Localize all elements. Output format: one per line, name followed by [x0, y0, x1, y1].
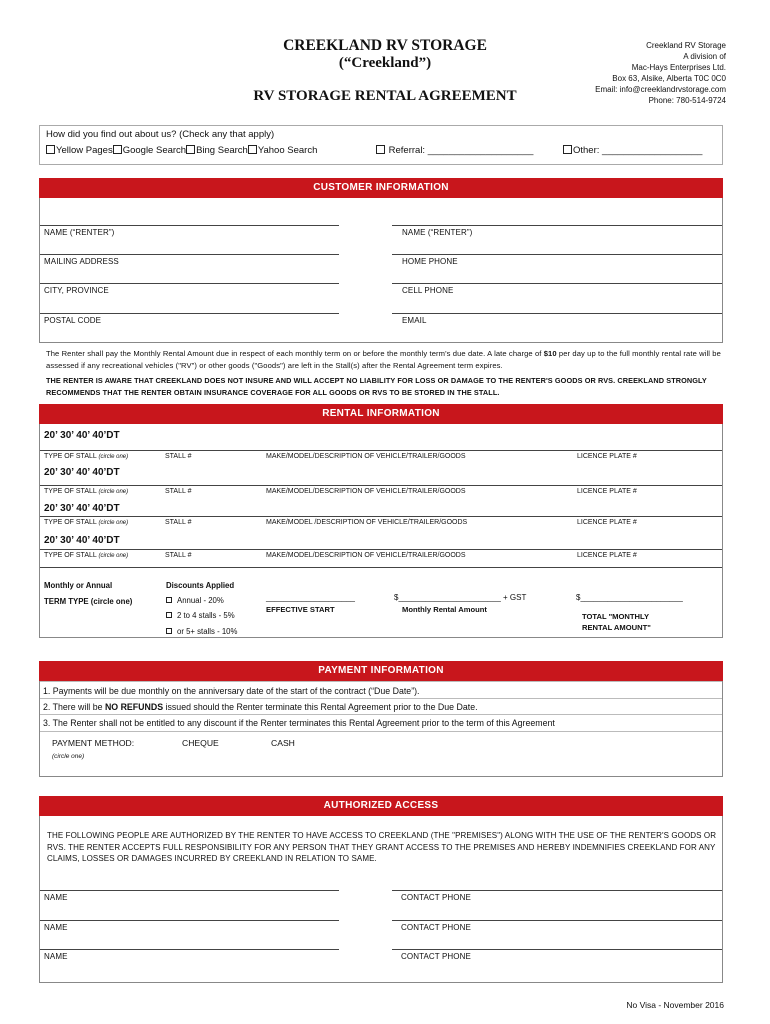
postal-code-line[interactable]	[40, 313, 339, 314]
discount-label: or 5+ stalls - 10%	[177, 627, 238, 636]
checkbox-icon[interactable]	[376, 145, 385, 154]
payment-term-2	[43, 702, 478, 712]
access-phone-line[interactable]	[392, 890, 722, 891]
payment-divider	[40, 681, 722, 682]
no-refunds-text: NO REFUNDS	[104, 702, 164, 712]
payment-divider	[40, 714, 722, 715]
late-charge-text-2: per day up to the full monthly rental rate will be assessed if any recreational vehicles ("RV") or other goods ("Goods") are left in the Stall(s) after the Rental Agreement term expires.	[46, 349, 721, 370]
term-type-label[interactable]: TERM TYPE (circle one)	[44, 597, 133, 606]
access-name-label: NAME	[44, 952, 68, 961]
access-name-line[interactable]	[40, 920, 339, 921]
discount-2-to-4[interactable]	[166, 611, 235, 620]
payment-term-1: 1. Payments will be due monthly on the anniversary date of the start of the contract (“Due Date”).	[43, 686, 420, 696]
rental-row-line[interactable]	[40, 450, 722, 451]
company-title: CREEKLAND RV STORAGE	[283, 37, 487, 54]
mailing-address-line[interactable]	[40, 254, 339, 255]
payment-term-3: 3. The Renter shall not be entitled to any discount if the Renter terminates this Rental Agreement prior to the term of this Agreement	[43, 718, 555, 728]
payment-info-header: PAYMENT INFORMATION	[39, 661, 723, 681]
cell-phone-line[interactable]	[392, 283, 722, 284]
survey-question: How did you find out about us? (Check any that apply)	[46, 129, 275, 140]
yahoo-search-option[interactable]	[248, 145, 318, 156]
stall-number-label: STALL #	[165, 552, 192, 559]
licence-plate-label: LICENCE PLATE #	[577, 552, 637, 559]
other-option[interactable]	[563, 145, 702, 156]
company-contact-block	[595, 40, 726, 106]
option-label: Yellow Pages	[56, 145, 113, 156]
discount-5-plus[interactable]	[166, 627, 237, 636]
monthly-rental-field[interactable]: $_______________________ + GST	[394, 593, 527, 602]
payment-cash-option[interactable]: CASH	[271, 738, 295, 748]
total-monthly-field[interactable]: $_______________________	[576, 593, 683, 602]
customer-info-section	[39, 178, 723, 343]
circle-one-note: (circle one)	[98, 489, 129, 495]
monthly-rental-label: Monthly Rental Amount	[402, 605, 487, 614]
circle-one-note: (circle one)	[98, 520, 129, 526]
name-label: NAME (“RENTER”)	[44, 228, 115, 237]
circle-one-note: (circle one)	[98, 553, 129, 559]
total-label-line: RENTAL AMOUNT"	[582, 623, 651, 632]
access-phone-line[interactable]	[392, 949, 722, 950]
insurance-disclaimer: THE RENTER IS AWARE THAT CREEKLAND DOES NOT INSURE AND WILL ACCEPT NO LIABILITY FOR LOSS OR DAMAGE TO THE RENTER'S GOODS OR RVS. CREEKLAND STRONGLY RECOMMENDS THAT THE RENTER OBTAIN INSURANCE COVERAGE FOR ALL GOODS OR RVS TO BE STORED IN THE STALL.	[46, 376, 707, 397]
home-phone-label: HOME PHONE	[402, 257, 458, 266]
stall-type-label	[44, 552, 128, 559]
yellow-pages-option[interactable]	[46, 145, 113, 156]
checkbox-icon[interactable]	[166, 597, 172, 603]
vehicle-description-label: MAKE/MODEL /DESCRIPTION OF VEHICLE/TRAILER/GOODS	[266, 519, 468, 526]
cell-phone-label: CELL PHONE	[402, 286, 454, 295]
discounts-title: Discounts Applied	[166, 581, 235, 590]
total-label-line: TOTAL "MONTHLY	[582, 612, 650, 621]
term-text: issued should the Renter terminate this Rental Agreement prior to the Due Date.	[163, 702, 478, 712]
late-charge-paragraph	[46, 348, 726, 371]
checkbox-icon[interactable]	[46, 145, 55, 154]
access-phone-label: CONTACT PHONE	[401, 952, 471, 961]
access-name-line[interactable]	[40, 890, 339, 891]
stall-type-text: TYPE OF STALL	[44, 453, 97, 460]
stall-size-options[interactable]: 20’ 30’ 40’ 40’DT	[44, 430, 120, 441]
payment-cheque-option[interactable]: CHEQUE	[182, 738, 219, 748]
option-label: Google Search	[122, 145, 187, 156]
vehicle-description-label: MAKE/MODEL/DESCRIPTION OF VEHICLE/TRAILER/GOODS	[266, 453, 466, 460]
discount-label: Annual - 20%	[177, 596, 224, 605]
stall-type-label	[44, 453, 128, 460]
payment-method-label: PAYMENT METHOD:	[52, 738, 135, 748]
late-charge-amount: $10	[543, 349, 557, 358]
discount-annual[interactable]	[166, 596, 224, 605]
company-short-name: (“Creekland”)	[338, 55, 432, 71]
referral-option[interactable]	[376, 145, 533, 156]
access-name-label: NAME	[44, 893, 68, 902]
access-name-line[interactable]	[40, 949, 339, 950]
contact-line: Creekland RV Storage	[646, 41, 726, 50]
option-label: Bing Search	[196, 145, 248, 156]
access-name-label: NAME	[44, 923, 68, 932]
option-label: Other: ___________________	[573, 145, 703, 156]
checkbox-icon[interactable]	[563, 145, 572, 154]
effective-start-field[interactable]: ____________________	[266, 593, 355, 602]
rental-row-line[interactable]	[40, 516, 722, 517]
monthly-or-annual-label: Monthly or Annual	[44, 581, 113, 590]
contact-email: Email: info@creeklandrvstorage.com	[595, 85, 726, 94]
checkbox-icon[interactable]	[248, 145, 257, 154]
circle-one-note: (circle one)	[52, 753, 85, 760]
stall-type-label	[44, 488, 128, 495]
stall-number-label: STALL #	[165, 519, 192, 526]
stall-number-label: STALL #	[165, 488, 192, 495]
discount-label: 2 to 4 stalls - 5%	[177, 611, 235, 620]
rental-row-line[interactable]	[40, 549, 722, 550]
stall-type-label	[44, 519, 128, 526]
option-label: Yahoo Search	[257, 145, 318, 156]
stall-size-options[interactable]: 20’ 30’ 40’ 40’DT	[44, 535, 120, 546]
late-charge-text: The Renter shall pay the Monthly Rental Amount due in respect of each monthly term on or before the monthly term's due date. A late charge of	[46, 349, 544, 358]
vehicle-description-label: MAKE/MODEL/DESCRIPTION OF VEHICLE/TRAILER/GOODS	[266, 552, 466, 559]
effective-start-label: EFFECTIVE START	[266, 605, 335, 614]
licence-plate-label: LICENCE PLATE #	[577, 488, 637, 495]
circle-one-note: (circle one)	[98, 454, 129, 460]
rental-info-header: RENTAL INFORMATION	[39, 404, 723, 424]
access-phone-label: CONTACT PHONE	[401, 923, 471, 932]
access-phone-line[interactable]	[392, 920, 722, 921]
contact-line: A division of	[683, 52, 726, 61]
survey-options	[46, 145, 317, 156]
term-text: 2. There will be	[43, 702, 105, 712]
email-label: EMAIL	[402, 316, 427, 325]
licence-plate-label: LICENCE PLATE #	[577, 519, 637, 526]
authorized-access-paragraph: THE FOLLOWING PEOPLE ARE AUTHORIZED BY THE RENTER TO HAVE ACCESS TO CREEKLAND (THE "PREMISES") ALONG WITH THE USE OF THE RENTER'S GOODS OR RVS. THE RENTER ACCEPTS FULL RESPONSIBILITY FOR ANY PERSON THAT THEY GRANT ACCESS TO THE PREMISES AND HEREBY INDEMNIFIES CREEKLAND FOR ANY CLAIMS, LOSSES OR DAMAGES INCURRED BY CREEKLAND IN RELATION TO SAME.	[47, 831, 717, 863]
checkbox-icon[interactable]	[113, 145, 122, 154]
postal-code-label: POSTAL CODE	[44, 316, 102, 325]
name-field-line[interactable]	[40, 225, 339, 226]
vehicle-description-label: MAKE/MODEL/DESCRIPTION OF VEHICLE/TRAILER/GOODS	[266, 488, 466, 495]
stall-size-options[interactable]: 20’ 30’ 40’ 40’DT	[44, 503, 120, 514]
city-province-label: CITY, PROVINCE	[44, 286, 109, 295]
access-phone-label: CONTACT PHONE	[401, 893, 471, 902]
checkbox-icon[interactable]	[166, 628, 172, 634]
rental-row-line	[40, 567, 722, 568]
option-label: Referral: ____________________	[388, 145, 534, 156]
name-label-2: NAME (“RENTER”)	[402, 228, 473, 237]
contact-line: Mac-Hays Enterprises Ltd.	[631, 63, 726, 72]
stall-type-text: TYPE OF STALL	[44, 488, 97, 495]
stall-type-text: TYPE OF STALL	[44, 552, 97, 559]
checkbox-icon[interactable]	[166, 612, 172, 618]
stall-size-options[interactable]: 20’ 30’ 40’ 40’DT	[44, 467, 120, 478]
home-phone-line[interactable]	[392, 254, 722, 255]
stall-type-text: TYPE OF STALL	[44, 519, 97, 526]
customer-info-header: CUSTOMER INFORMATION	[39, 178, 723, 198]
payment-divider	[40, 731, 722, 732]
licence-plate-label: LICENCE PLATE #	[577, 453, 637, 460]
stall-number-label: STALL #	[165, 453, 192, 460]
contact-line: Box 63, Alsike, Alberta T0C 0C0	[612, 74, 726, 83]
total-monthly-label	[582, 611, 651, 633]
email-line[interactable]	[392, 313, 722, 314]
bing-search-option[interactable]	[186, 145, 248, 156]
checkbox-icon[interactable]	[186, 145, 195, 154]
city-province-line[interactable]	[40, 283, 339, 284]
google-search-option[interactable]	[113, 145, 186, 156]
payment-divider	[40, 698, 722, 699]
authorized-access-header: AUTHORIZED ACCESS	[39, 796, 723, 816]
document-version: No Visa - November 2016	[626, 1000, 724, 1010]
mailing-address-label: MAILING ADDRESS	[44, 257, 119, 266]
contact-phone: Phone: 780-514-9724	[648, 96, 726, 105]
rental-row-line[interactable]	[40, 485, 722, 486]
name-field-line-2[interactable]	[392, 225, 722, 226]
document-title: RV STORAGE RENTAL AGREEMENT	[253, 88, 517, 104]
